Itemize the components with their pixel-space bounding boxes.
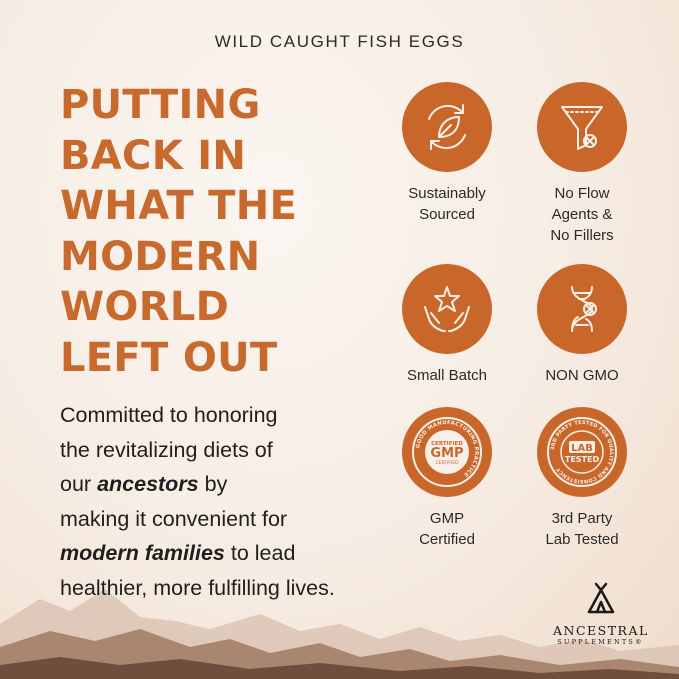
body-text: by bbox=[198, 472, 228, 496]
badge-label-line: 3rd Party bbox=[551, 510, 613, 527]
badge-label-line: No Fillers bbox=[550, 227, 614, 244]
eyebrow-title: WILD CAUGHT FISH EGGS bbox=[214, 32, 465, 51]
badge-non-gmo bbox=[527, 264, 637, 386]
dna-icon bbox=[552, 279, 612, 339]
badge-lab-tested bbox=[527, 407, 637, 550]
badge-label-line: Small Batch bbox=[406, 367, 488, 384]
body-line: Committed to honoring bbox=[60, 403, 278, 427]
seal-ring-text: GOOD MANUFACTURING PRACTICE bbox=[415, 419, 480, 478]
filter-icon bbox=[552, 97, 612, 157]
lab-seal-icon bbox=[542, 412, 622, 492]
body-line bbox=[60, 536, 400, 571]
body-text: our bbox=[60, 472, 98, 496]
badge-label-line: Sustainably bbox=[408, 185, 486, 202]
badge-label-line: NON GMO bbox=[545, 367, 619, 384]
badge-circle bbox=[537, 264, 627, 354]
badge-label-line: Sourced bbox=[419, 206, 475, 223]
seal-big-text: TESTED bbox=[564, 455, 600, 464]
seal-top-text: CERTIFIED bbox=[431, 441, 463, 447]
body-line: making it convenient for bbox=[60, 506, 288, 531]
badge-label bbox=[392, 508, 502, 550]
badge-label bbox=[527, 365, 637, 386]
badge-label bbox=[527, 183, 637, 246]
badge-label-line: GMP bbox=[429, 510, 465, 527]
seal-big-text: LAB bbox=[571, 443, 593, 454]
badge-label-line: Agents & bbox=[551, 206, 613, 223]
brand-logo bbox=[553, 580, 648, 646]
badge-sustainably-sourced bbox=[392, 82, 502, 225]
seal-small-text: CERTIFIED bbox=[435, 461, 459, 466]
teepee-logo-icon bbox=[583, 580, 619, 616]
seal-big-text: GMP bbox=[430, 446, 464, 461]
logo-subtitle: SUPPLEMENTS® bbox=[557, 638, 644, 646]
badge-label-line: No Flow bbox=[554, 185, 610, 202]
gmp-seal-icon bbox=[407, 412, 487, 492]
logo-name: ANCESTRAL bbox=[553, 623, 649, 638]
badge-label-line: Lab Tested bbox=[545, 531, 619, 548]
badge-label bbox=[527, 508, 637, 550]
seal-ring-text: 3RD PARTY TESTED FOR QUALITY AND CONSISTENCY bbox=[550, 419, 615, 485]
headline-line: WORLD bbox=[60, 284, 230, 330]
badge-label bbox=[392, 183, 502, 225]
hands-star-icon bbox=[417, 279, 477, 339]
body-text: to lead bbox=[224, 541, 296, 565]
badge-circle bbox=[402, 82, 492, 172]
badge-no-flow-agents bbox=[527, 82, 637, 246]
badge-label-line: Certified bbox=[419, 531, 475, 548]
badge-circle bbox=[537, 407, 627, 497]
badge-small-batch bbox=[392, 264, 502, 386]
body-line bbox=[60, 467, 400, 502]
headline-line: WHAT THE bbox=[60, 183, 298, 229]
body-line: healthier, more fulfilling lives. bbox=[60, 575, 335, 600]
badge-gmp-certified bbox=[392, 407, 502, 550]
emphasis-ancestors: ancestors bbox=[97, 472, 199, 496]
badge-circle bbox=[537, 82, 627, 172]
badge-circle bbox=[402, 264, 492, 354]
body-line: the revitalizing diets of bbox=[60, 437, 273, 462]
headline-line: LEFT OUT bbox=[60, 334, 278, 381]
headline-line: MODERN bbox=[60, 233, 261, 280]
headline-line: BACK IN bbox=[60, 132, 247, 179]
emphasis-modern-families: modern families bbox=[60, 541, 225, 565]
body-copy bbox=[60, 398, 400, 605]
badge-circle bbox=[402, 407, 492, 497]
headline-line: PUTTING bbox=[60, 82, 261, 128]
leaf-cycle-icon bbox=[417, 97, 477, 157]
badge-label bbox=[392, 365, 502, 386]
headline bbox=[60, 80, 350, 383]
